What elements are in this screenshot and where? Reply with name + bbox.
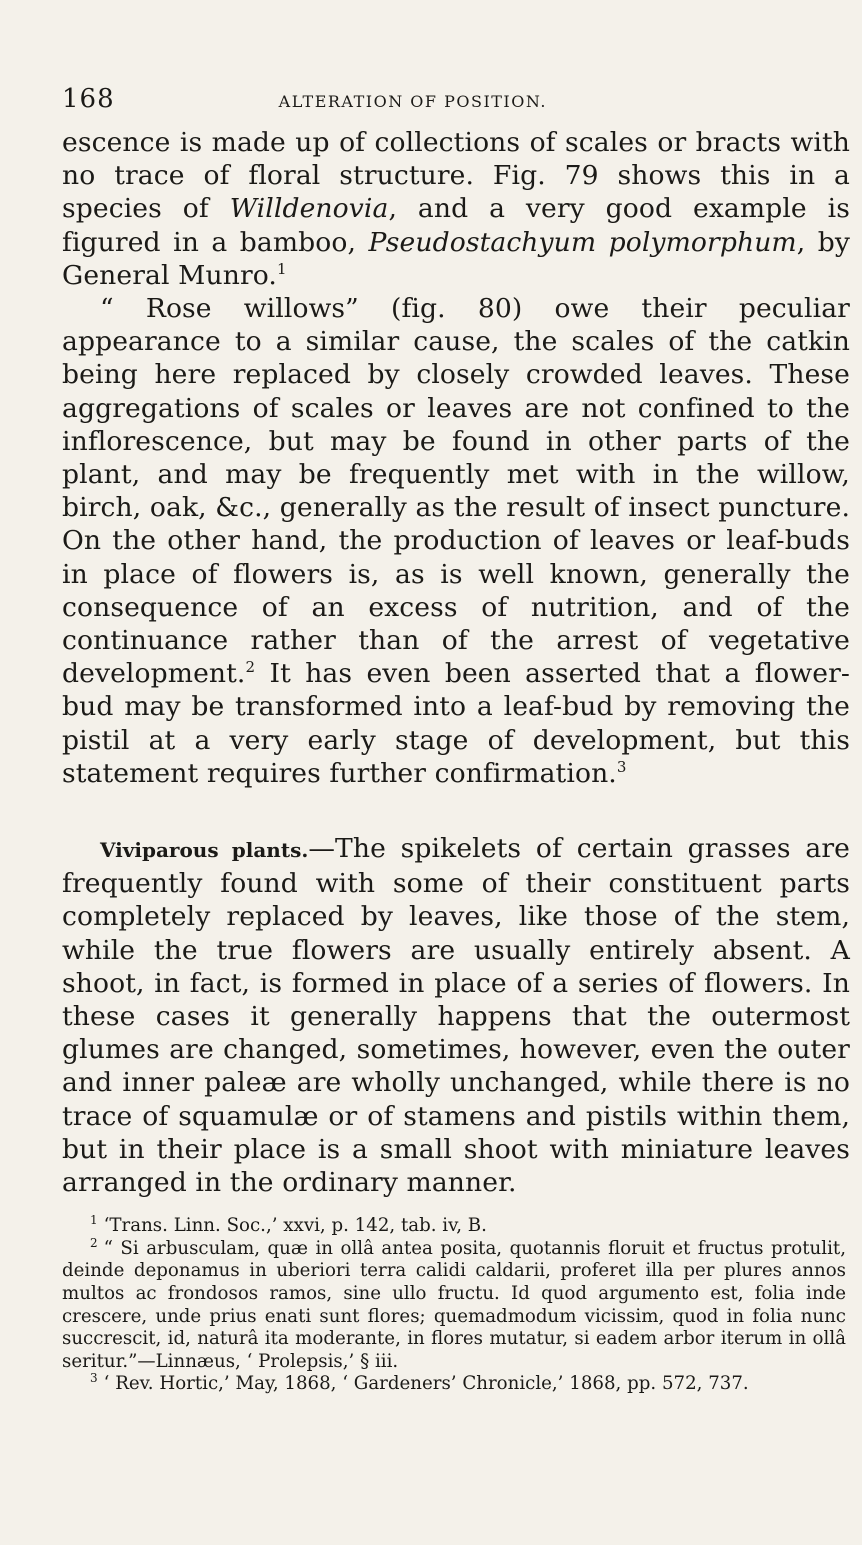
text-run: , by General Munro. <box>62 226 850 291</box>
footnote <box>62 1373 846 1396</box>
paragraph-viviparous <box>62 832 850 1199</box>
body-text <box>62 126 850 1199</box>
footnotes <box>62 1215 850 1396</box>
running-head <box>62 84 850 126</box>
species-name: Pseudostachyum polymorphum <box>368 226 797 258</box>
footnote-ref: 1 <box>276 259 287 278</box>
text-run: , and a very good example is figured in a bamboo, <box>62 193 850 258</box>
text-run: escence is made up of collections of scales or bracts with no trace of floral structure. Fig. 79 shows this in a species of <box>62 127 850 225</box>
footnote-mark: 1 <box>90 1213 98 1228</box>
section-heading: Viviparous plants. <box>100 838 309 863</box>
footnote-mark: 2 <box>90 1235 98 1250</box>
footnote-ref: 3 <box>616 758 627 776</box>
section-gap <box>62 790 850 832</box>
footnote <box>62 1235 846 1374</box>
running-title: ALTERATION OF POSITION. <box>278 92 547 111</box>
genus-name: Willdenovia <box>229 193 389 225</box>
text-run: “ Rose willows” (fig. 80) owe their peculiar appearance to a similar cause, the scales of the catkin being here replaced by closely crowded leaves. These aggregations of scales or leaves are not confined to the inflorescence, but may be found in other parts of the plant, and may be frequently met with in the willow, birch, oak, &c., generally as the result of insect puncture. On the other hand, the production of leaves or leaf-buds in place of flowers is, as is well known, generally the consequence of an excess of nutrition, and of the continuance rather than of the arrest of vegetative development. <box>62 293 850 690</box>
paragraph-rose-willows <box>62 292 850 790</box>
paragraph-continuation <box>62 126 850 292</box>
footnote-ref: 2 <box>245 658 256 677</box>
footnote-text: ‘Trans. Linn. Soc.,’ xxvi, p. 142, tab. iv, B. <box>103 1215 487 1237</box>
text-run: It has even been asserted that a flower-bud may be transformed into a leaf-bud by removing the pistil at a very early stage of development, but this statement requires further confirmation. <box>62 658 850 789</box>
page-number: 168 <box>62 84 115 114</box>
footnote-text: ‘ Rev. Hortic,’ May, 1868, ‘ Gardeners’ Chronicle,’ 1868, pp. 572, 737. <box>103 1373 749 1395</box>
footnote <box>62 1215 846 1238</box>
text-run: —The spikelets of certain grasses are frequently found with some of their constituent parts completely replaced by leaves, like those of the stem, while the true flowers are usually entirely absent. A shoot, in fact, is formed in place of a series of flowers. In these cases it generally happens that the outermost glumes are changed, sometimes, however, even the outer and inner paleæ are wholly unchanged, while there is no trace of squamulæ or of stamens and pistils within them, but in their place is a small shoot with miniature leaves arranged in the ordinary manner. <box>62 833 850 1199</box>
footnote-mark: 3 <box>90 1371 98 1386</box>
footnote-text: “ Si arbusculam, quæ in ollâ antea posita, quotannis floruit et fructus protulit, deinde deponamus in uberiori terra calidi caldarii, proferet illa per plures annos multos ac frondosos ramos, sine ullo fructu. Id quod argumento est, folia inde crescere, unde prius enati sunt flores; quemadmodum vicissim, quod in folia nunc succrescit, id, naturâ ita moderante, in flores mutatur, si eadem arbor iterum in ollâ seritur.”—Linnæus, ‘ Prolepsis,’ § iii. <box>62 1237 846 1372</box>
